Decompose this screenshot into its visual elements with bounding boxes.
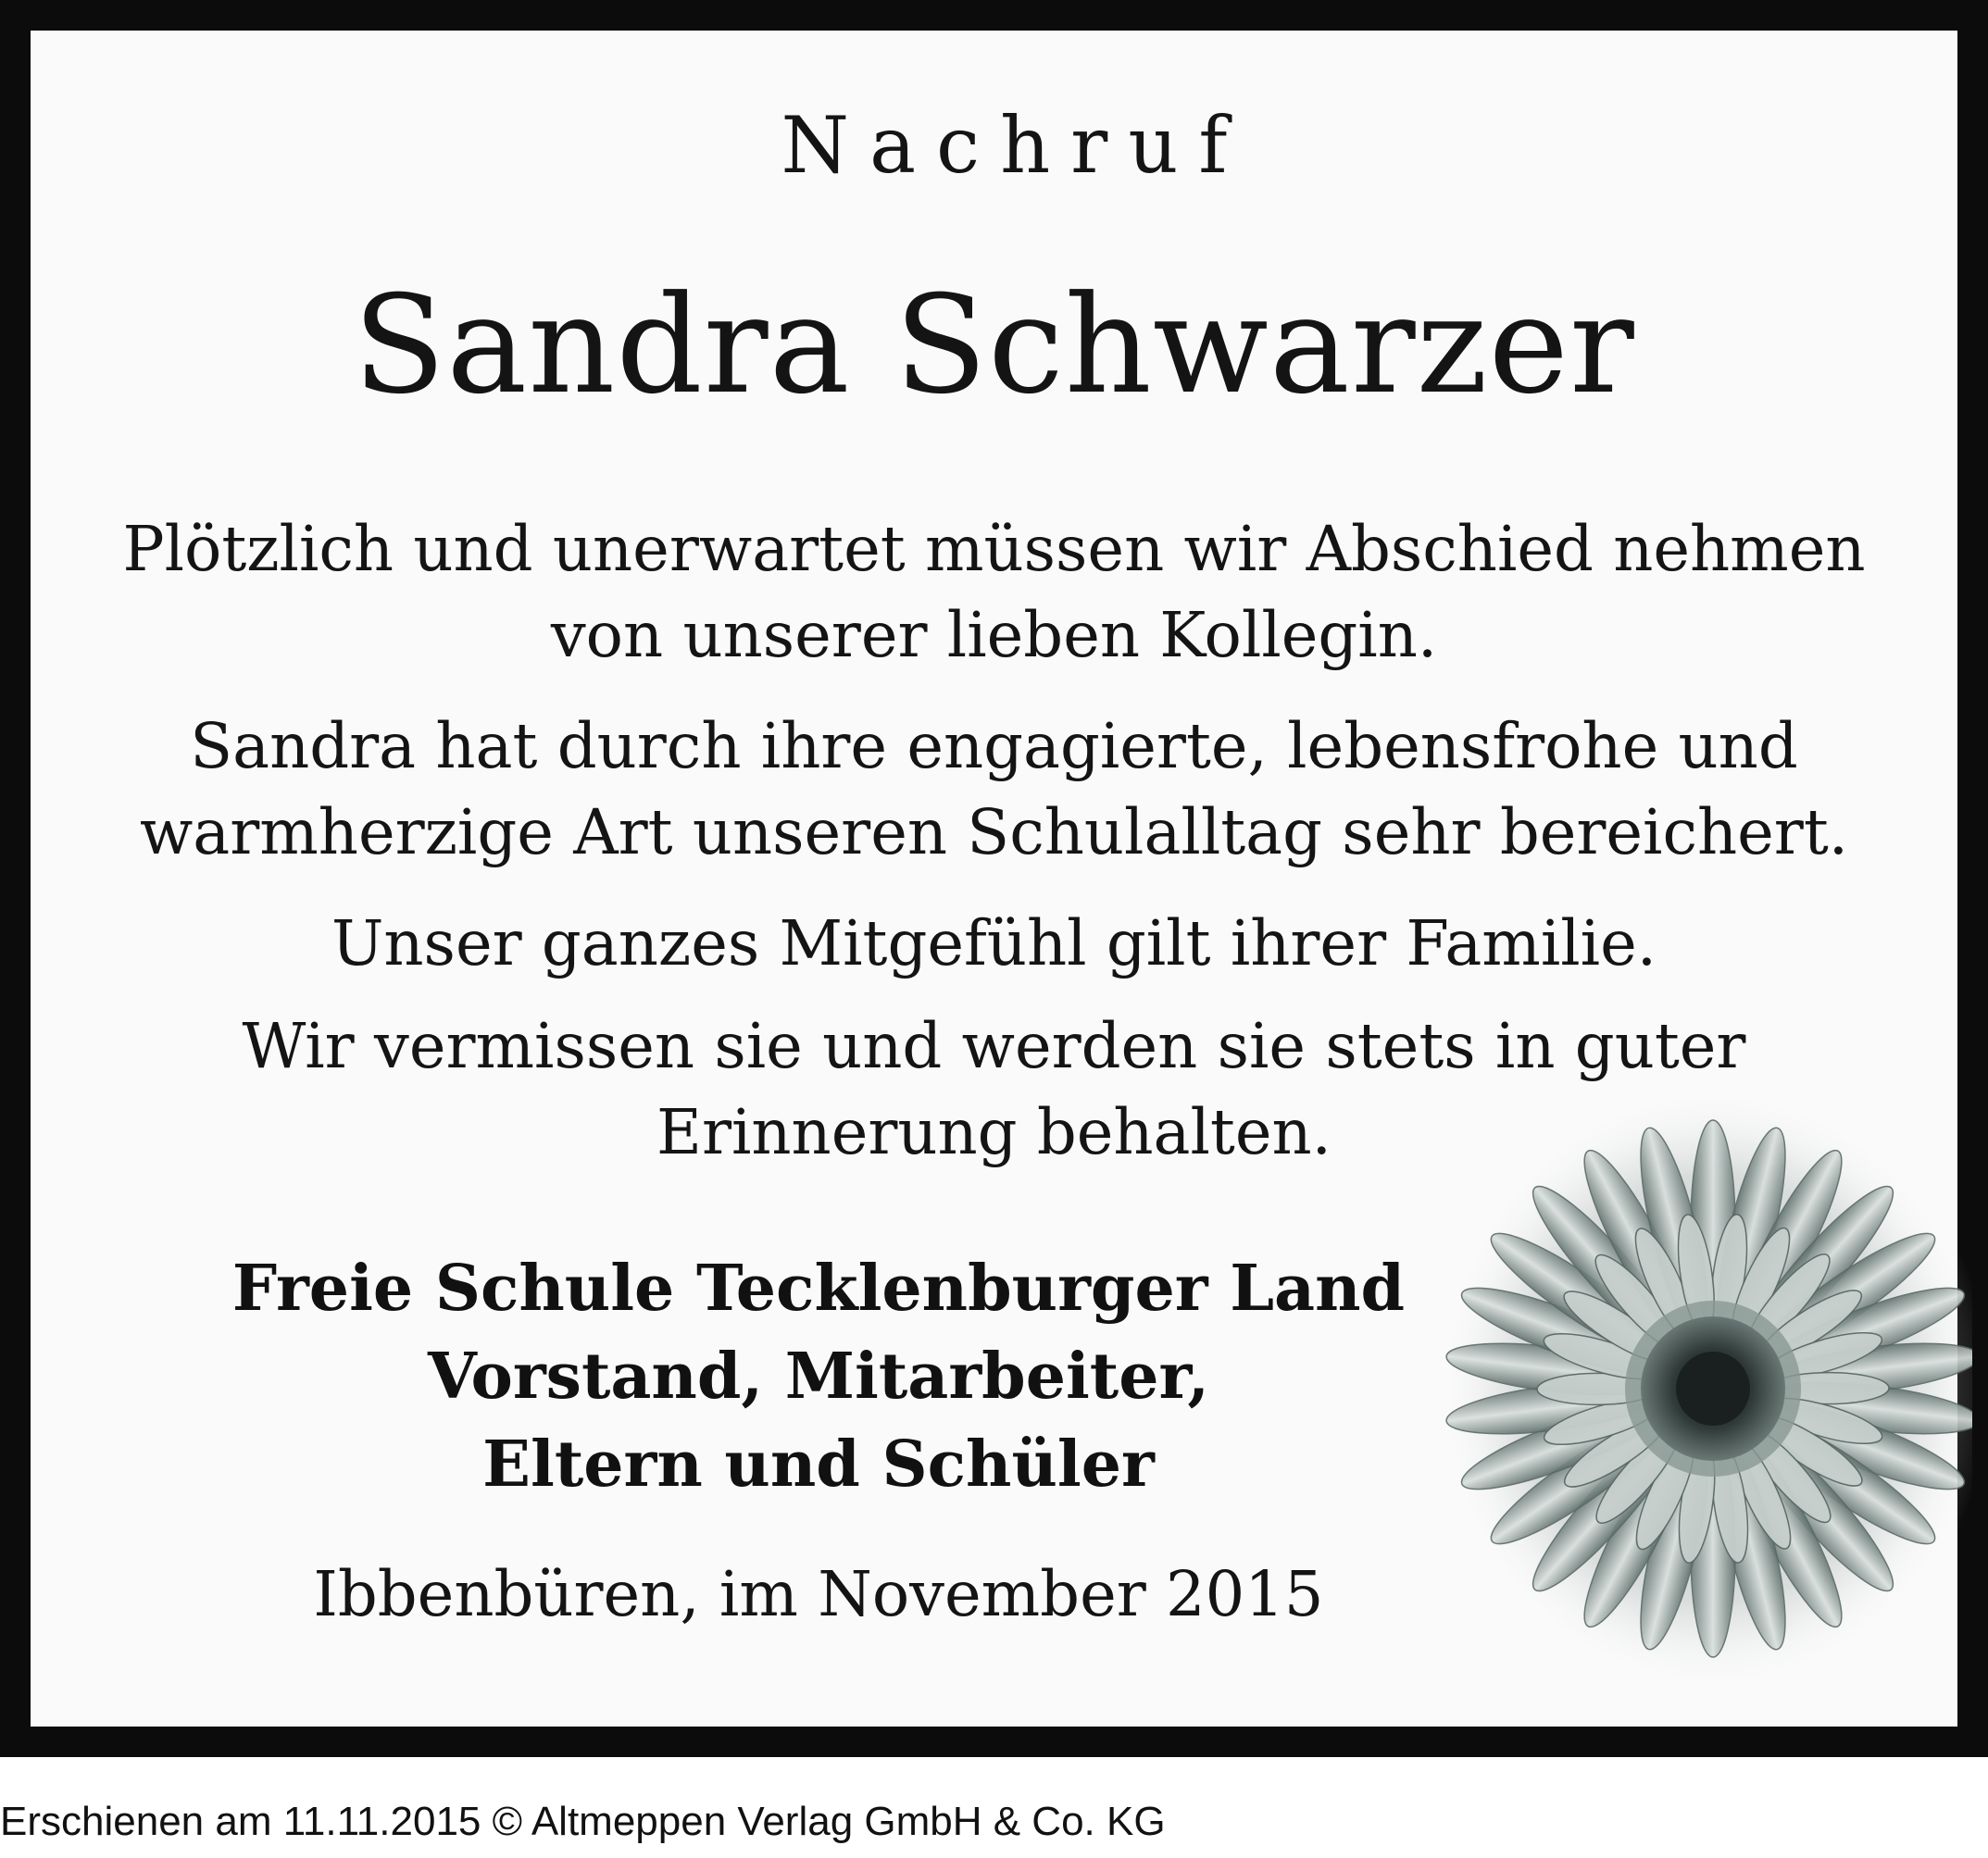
publication-footer: Erschienen am 11.11.2015 © Altmeppen Verlag GmbH & Co. KG <box>0 1799 1166 1844</box>
notice-text-line: warmherzige Art unseren Schulalltag sehr bereichert. <box>139 796 1849 868</box>
notice-text-line: Sandra hat durch ihre engagierte, lebensfrohe und <box>190 710 1798 782</box>
notice-heading: Nachruf <box>781 100 1248 191</box>
signature-line: Vorstand, Mitarbeiter, <box>427 1340 1210 1414</box>
signature-line: Eltern und Schüler <box>482 1428 1155 1502</box>
notice-text-line: Erinnerung behalten. <box>656 1096 1332 1168</box>
place-date: Ibbenbüren, im November 2015 <box>313 1558 1324 1630</box>
notice-text-line: Wir vermissen sie und werden sie stets in guter <box>242 1010 1746 1082</box>
gerbera-flower-image <box>1389 1083 1972 1731</box>
signature-line: Freie Schule Tecklenburger Land <box>231 1252 1406 1326</box>
deceased-name: Sandra Schwarzer <box>353 267 1635 424</box>
notice-text-line: Unser ganzes Mitgefühl gilt ihrer Familie. <box>331 907 1657 979</box>
notice-text-line: von unserer lieben Kollegin. <box>550 599 1438 671</box>
notice-text-line: Plötzlich und unerwartet müssen wir Abschied nehmen <box>122 513 1866 585</box>
